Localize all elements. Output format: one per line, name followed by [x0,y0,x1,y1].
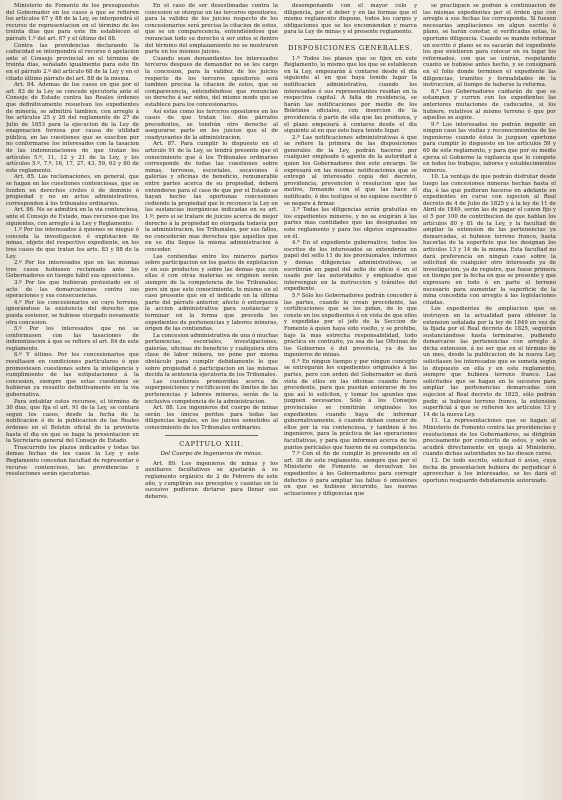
column-2 [145,3,278,796]
paragraph: Art. 84. Ademas de los casos en que por el art. 83 de la Ley se concede ejecutoria ante el Consejo de Estado contra las Reales órdenes que definitivamente resuelvan los expedientes de minería, se admitirá tambien, con arreglo á los artículos 25 y 26 del reglamento de 27 de Julio de 1853 para la ejecucion de la Ley de enagenacion forzosa por causa de utilidad pública, en las cuestiones que se susciten por no conformarse los interesados con la tasacion de las indemnizaciones de que tratan los artículos 5.º, 11, 12 y 21 de la Ley, y los artículos 5.º, 7.º, 16, 17, 27, 43, 59, 62 y 80 de este reglamento. [6,82,139,174]
paragraph: 3.ª Todas las diligencias serán gratuitas en los expedientes mineros, y no se exigirán á las partes mas cantidades que las designadas en este reglamento y para los objetos expresados en él. [284,207,417,240]
paragraph: Art. 85. Las reclamaciones, en general, que se hagan en las cuestiones contenciosas, que se funden en derechos civiles ó de dominio ó propiedad y no en actos administrativos, corresponden á los tribunales ordinarios. [6,174,139,207]
paragraph: 2.ª Las notificaciones administrativas á que se refiere la primera de las disposiciones generales de la Ley, podrán hacerse por cualquier empleado ó agente de la autoridad á quien los Gobernadores den este encargo. Se expresará en las mismas notificaciones que se entregó al interesado copia del decreto, providencia, prevencion ó resolucion que las motive, firmando con el que las hace el notificado, ó dos testigos si no supiese escribir ó se negare á firmar. [284,134,417,207]
paragraph: Las contiendas entre los mineros partes sobre participacion en los gastos de explotacion y en sus productos y sobre las demas que con ellas ó con otras materias se originen serán siempre de la competencia de los Tribunales; pero sin que esto conocimiento, lo mismo en el caso presente que en el indicado en la última parte del párrafo anterior, afecte ó entorpezca la accion administrativa para sustanciar y terminar en la forma que proceda los expedientes de pertenencias y labores mineras, origen de las contiendas. [145,253,278,333]
paragraph: 6.º Y último. Por los concesionarios que resultasen en condiciones particulares ó que promoviesen cuestiones sobre la inteligencia y cumplimiento de las estipulaciones á la concesion, siempre que estas cuestiones se hubieran ya resuelto definitivamente en la via gubernativa. [6,352,139,399]
paragraph: Los expedientes de ampliacion que se instruyen en la actualidad para obtener la extension señalada por la ley de 1849 en vez de la fijada por el Real decreto de 1825, seguirán sustanciándose hasta terminarse, pudiendo demarcarse las pertenencias con arreglo á dicha extension, á no ser que en el término de un mes, desde la publicacion de la nueva Ley, solicitasen los interesados que se someta según lo dispuesto en ella y en este reglamento, siempre que hubiera terreno franco. Las solicitudes que se hagan en lo sucesivo para ampliar las pertenencias demarcadas con sujecion al Real decreto de 1825, sólo podrán pedir, si hubiese terreno franco, la extension superficial á que se refieren los artículos 13 y 14 de la nueva Ley. [423,306,556,418]
paragraph: Ministerio de Fomento de los presupuestos del Gobernador en los casos a que se refieren los artículos 67 y 88 de la Ley, se interpondrá el recurso de representacion en el término de los treinta dias que para este fin establecen el párrafo 1.º del art. 67 y el último del 88. [6,3,139,42]
paragraph: Contra las providencias declarando la caducidad se interpondrá el recurso ó apelacion ante el Consejo provincial en el término de treinta dias, señalado igualmente para este fin en el párrafo 2.º del artículo 68 de la Ley y en el citado último párrafo del art. 88 de la misma. [6,42,139,82]
paragraph: 7.ª Con el fin de cumplir lo prevenido en el art. 38 de este reglamento, siempre que por el Ministerio de Fomento se devuelvan los expedientes á los Gobernadores para corregir defectos ó para ampliar las faltas ó omisiones en que se hubiese incurrido, las nuevas actuaciones y diligencias que [284,451,417,497]
paragraph: 5.ª Sólo los Gobernadores podrán conceder á las partes, cuando lo crean procedente, las certificaciones que se les pidan, de lo que conste en los expedientes ó en vista de que ellos y expedidas por el jefe de la Seccion de Fomento á quien haya sido vuelto, y se prohibe, bajo la mas estrecha responsabilidad, todo práctica en contrario, ya sea de las Oficinas de los Gobiernos ó del provincia, ya de los ingenieros de minas. [284,292,417,359]
paragraph: 1.º Por los interesados á quienes se niegue ó conceda la investigacion ó explotacion de minas, objeto del respectivo expediente, en los tres casos de que tratan los arts. 83 y 88 de la Ley. [6,227,139,260]
paragraph: 2.º Por los interesados que en las mismas tres casos hubiesen reclamado ante los Gobernadores en tiempo hábil sus oposiciones. [6,260,139,280]
paragraph: Art. 88. Los ingenieros del cuerpo de minas serán los únicos peritos para todas las diligencias legales, en los juicios sometidos al conocimiento de los Tribunales ordinarios. [145,405,278,431]
paragraph: 8.ª Los Gobernadores cuidarán de que se estampen y curren con los expedientes las anteriores mutaciones de caducados, si los hubiere, relativos al mismo terreno ó que por aquellos se aspire. [423,88,556,122]
section-heading: DISPOSICIONES GENERALES. [288,43,413,52]
paragraph: desempeñando con el mayor celo y diligencia, por el deber y en las formas que el mismo reglamento dispone, todos los cargos y obligaciones que se les encomiendan y marca para la Ley de minas y el presente reglamento. [284,3,417,36]
paragraph: 5.º Por los interesados que no se conformasen con las tasaciones de indemnizacion á que se refiere el art. 84 de este reglamento. [6,326,139,352]
paragraph: 11. La representaciones que se hagan al Ministerio de Fomento contra las providencias y resoluciones de los Gobernadores, se dirigirán precisamente por conducto de estos, y solo se acudirá directamente en queja al Ministerio, cuando dichas autoridades no las diesen curso. [423,418,556,458]
paragraph: Art. 86. No se admitirá en la via contenciosa, ante el Consejo de Estado, mas recursos que los siguientes, con arreglo á la Ley y Reglamento: [6,207,139,227]
text-columns [6,3,556,796]
paragraph: La concesion administrativa de una ó muchas pertenencias, escoriales, investigaciones, galerías, oficinas de beneficio y cualquiera otra clase de labor minera, no pone por misma obstáculo para cumplir debidamente lo que sobre propiedad ó participacion en las mismas decida la sentencia ejecutoria de los Tribunales. [145,332,278,379]
paragraph: Para entablar estos recursos, el término de 30 dias, que fija el art. 91 de la Ley, se contará segun los casos, desde la fecha de la notificacion ó de la publicacion de las Reales órdenes en el Boletin oficial de la provincia hasta el dia en que se haga la presentacion en la Secretaría general del Consejo de Estado. [6,398,139,445]
paragraph: 10. La ventaja de que podrán disfrutar desde luego las concesiones mineras hechas hasta el dia, ó las que pudieran hacerse en adelante en expedientes en curso con sujecion al Real decreto de 4 de Julio de 1825 y á la ley de 11 de Abril de 1849, serán las de pagar el canon fijo y el 5 por 100 de contribucion de que hablan los artículos 80 y 81 de la Ley, y la facultad de ampliar la extension de las pertenencias ya demarcadas, si hubiese terreno franco, hasta hacerlas de la superficie que les designan los artículos 13 y 14 de la misma. Esta facultad no dará preferencia en ningun caso sobre la solicitud de cualquier otro interesado ya de investigacion, ya de registro, que fuese primera en tiempo por la fecha en que se presente y que expresare en todo ó en parte el terreno necesario para aumentar la superficie de la mina concedida con arreglo á las legislaciones citadas. [423,174,556,306]
section-divider [304,39,397,40]
paragraph: Así estas como los terceros opositores en los casos de que tratan los dos párrafos precedentes, se tendrán otro derecho al asegurarse parte en los juicios que el de coadyuvantes de la administracion. [145,108,278,141]
chapter-heading: CAPÍTULO XIII. [179,439,244,448]
paragraph: En el caso de ser desestimadas contra la concesion se otorgue un las terceros opositores, para la validez de los juicios respecto de los concesionarios será precisa la citacion de estos, que se un comparecencia, entendiéndose que renuncian todo su derecho á ser oidos si dentro del término del emplazamiento no se mostraren parte en los mismos juicios. [145,3,278,56]
paragraph: 6.ª En ningun tiempo y por ningun concepto se entregarán los expedientes originales á las partes, pero con orden del Gobernador se dará vista de ellos en las oficinas cuando fuere procedente, para que puedan enterarse de los que así lo soliciten, y tomar los apuntes que juzguen necesarios. Sólo á los Consejos provinciales se remitirán originales los expedientes cuando haya de informar gubernativamente, ó cuando deban conocer de ellos por la via contenciosa, y tambien á los ingenieros, para la práctica de las operaciones facultativas, y para que informen acerca de los puntos periciales que fueren de su competencia. [284,358,417,451]
paragraph: Cuando sean demandantes los interesados terceros despues de demandar no se les cargo la concesion, para la validez de los juicios respecto de los terceros opositores será tambien precisa la citacion de estos, que se comparecencia, entendiéndose que renuncian su derecho á ser oidos, del mismo modo que se establece para los concesionarios. [145,55,278,108]
paragraph: Art. 87. Para cumplir lo dispuesto en el artículo 91 de la Ley, se tendrá presente que el conocimiento que á los Tribunales ordinarios corresponde de todas las cuestiones sobre minas, terrenos, escoriales, socavones ó galerías y oficinas de beneficio, remunerable entre partes acerca de su propiedad, deberá entenderse para el caso de que por el Estado se hayan hecho las oportunas concesiones cediendo la propiedad que le reconoce la Ley en las sustancias inorgánicas indicadas en su art. 1.º; pero si se tratare de juicios acerca de mejor derecho á la propiedad no otorgada todavía por la administracion, los Tribunales, por sus fallos, no concederán mas derechos que aquellos que en su dia llegue la misma administracion á conceder. [145,141,278,253]
paragraph: Trascurrido los plazos indicados y todas las demas fechas de los casos la Ley y este Reglamento concedan facultad de representar ó recurso contencioso, las providencias y resoluciones serán ejecutorias. [6,444,139,478]
section-divider [165,435,258,436]
paragraph: Las cuestiones promovidas acerca de superposiciones y rectificacion de límites de las pertenencias y labores mineras, serán de la exclusiva competencia de la administracion. [145,378,278,405]
column-1 [6,3,139,796]
paragraph: Art. 89. Los ingenieros de minas y los auxiliares facultativos se ajustarán á su reglamento orgánico de 2 de Febrero de este año, y cumplirán sus preceptos y cuantas en lo sucesivo pudieran dictarse para llenar sus deberes. [145,460,278,500]
paragraph: 4.ª En el expediente gubernativo, todos los escritos de los interesados se extenderán en papel del sello 11 de los provisionales, informes y demas diligencias administrativas, se escribirán en papel del sello de oficio ó en el usado por las autoridades y empleados que intervengan en la instruccion y trámites del expediente. [284,240,417,293]
paragraph: se practiquen se podrán á continuacion de las mismas expedientes por el órden que con arreglo á sus fechas les corresponda. Si fuesen necesarias ampliaciones en algun escrito ó plano, se harán constar, si verificadas estas, lo oportuno diligencia. Cuando se mande reformar un escrito ó plano se es sacarán del expediente los que existieren para colocar en su lugar los reformados, con que se unirán, respetando cuanto se hubiese antes hecho, y se consignará en el folio donde terminen el expediente las diligencias, tramites y formalidades de la instruccion, al tiempo de haberse la reforma. [423,3,556,89]
column-4 [423,3,556,796]
paragraph: 4.º Por los concesionarios en cuyo terreno, ignorándose la existencia del derecho que pueda sostener, se hubiese otorgado novamente otra concesion. [6,299,139,326]
paragraph: 9.ª Los interesados no podrán impedir en ningun caso las visitas y reconocimientos de los ingenieros cuando éstos lo juzguen oportuno para cumplir lo dispuesto en los artículos 59 y 60 de este reglamento, y para que por su medio ejerza el Gobierno la vigilancia que le compete en todos los trabajos, labores y establecimientos mineros. [423,121,556,174]
paragraph: 3.º Por los que hubieran protestado en el acto de las demarcaciones contra sus operaciones y sus consecuencias. [6,279,139,300]
paragraph: 12. De todo escrito, solicitud ó aviso, cuya fecha de presentacion hubiera de perjudicar ó aprovechar á los interesados, se les dará el oportuno resguardo debidamente autorizado. [423,457,556,484]
paragraph: 1.ª Todos los planos que se fijen en este Reglamento, lo mismo que los que se establecen en la Ley, empezarán á contarse desde el dia siguiente al en que haya tenido lugar la notificacion administrativa, cuando los interesados ó sus representantes residan en la respectiva capital. A falta de residencia, se harán las notificaciones por medio de los Boletines oficiales, con insercion de la providencia ó parte de ella que las produzca, y el plazo empezará á contarse desde el dia siguiente al en que esto haya tenido lugar. [284,55,417,135]
column-3 [284,3,417,796]
chapter-subheading: Del Cuerpo de Ingenieros de minas. [160,451,263,458]
